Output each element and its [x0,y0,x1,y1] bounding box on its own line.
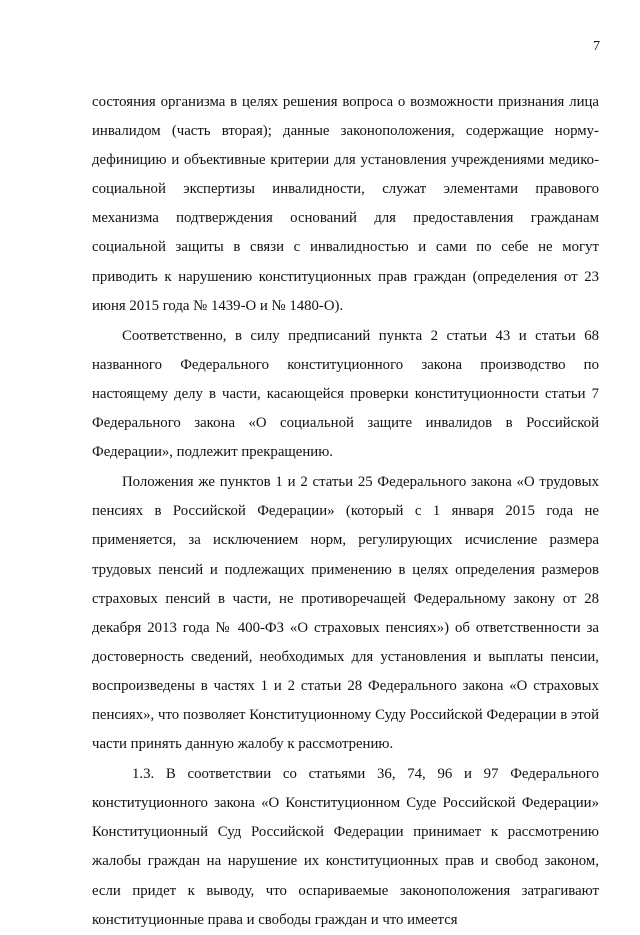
paragraph-labor-pensions: Положения же пунктов 1 и 2 статьи 25 Федерального закона «О трудовых пенсиях в Российской Федерации» (который с 1 января 2015 года не применяется, за исключением норм, регулирующих исчисление размера трудовых пенсий и подлежащих применению в целях определения размеров страховых пенсий в части, не противоречащей Федеральному закону от 28 декабря 2013 года № 400-ФЗ «О страховых пенсиях») об ответственности за достоверность сведений, необходимых для установления и выплаты пенсии, воспроизведены в частях 1 и 2 статьи 28 Федерального закона «О страховых пенсиях», что позволяет Конституционному Суду Российской Федерации в этой части принять данную жалобу к рассмотрению. [92,474,599,753]
document-body [92,88,599,935]
page-number: 7 [593,39,600,54]
paragraph-section-1-3: 1.3. В соответствии со статьями 36, 74, 96 и 97 Федерального конституционного закона «О Конституционном Суде Российской Федерации» Конституционный Суд Российской Федерации принимает к рассмотрению жалобы граждан на нарушение их конституционных прав и свобод законом, если придет к выводу, что оспариваемые законоположения затрагивают конституционные права и свободы граждан и что имеется [92,766,599,928]
paragraph-proceedings-termination: Соответственно, в силу предписаний пункта 2 статьи 43 и статьи 68 названного Федерального конституционного закона производство по настоящему делу в части, касающейся проверки конституционности статьи 7 Федерального закона «О социальной защите инвалидов в Российской Федерации», подлежит прекращению. [92,327,599,461]
paragraph-continuation: состояния организма в целях решения вопроса о возможности признания лица инвалидом (часть вторая); данные законоположения, содержащие норму-дефиницию и объективные критерии для установления учреждениями медико-социальной экспертизы инвалидности, служат элементами правового механизма подтверждения оснований для предоставления гражданам социальной защиты в связи с инвалидностью и сами по себе не могут приводить к нарушению конституционных прав граждан (определения от 23 июня 2015 года № 1439-О и № 1480-О). [92,94,599,314]
